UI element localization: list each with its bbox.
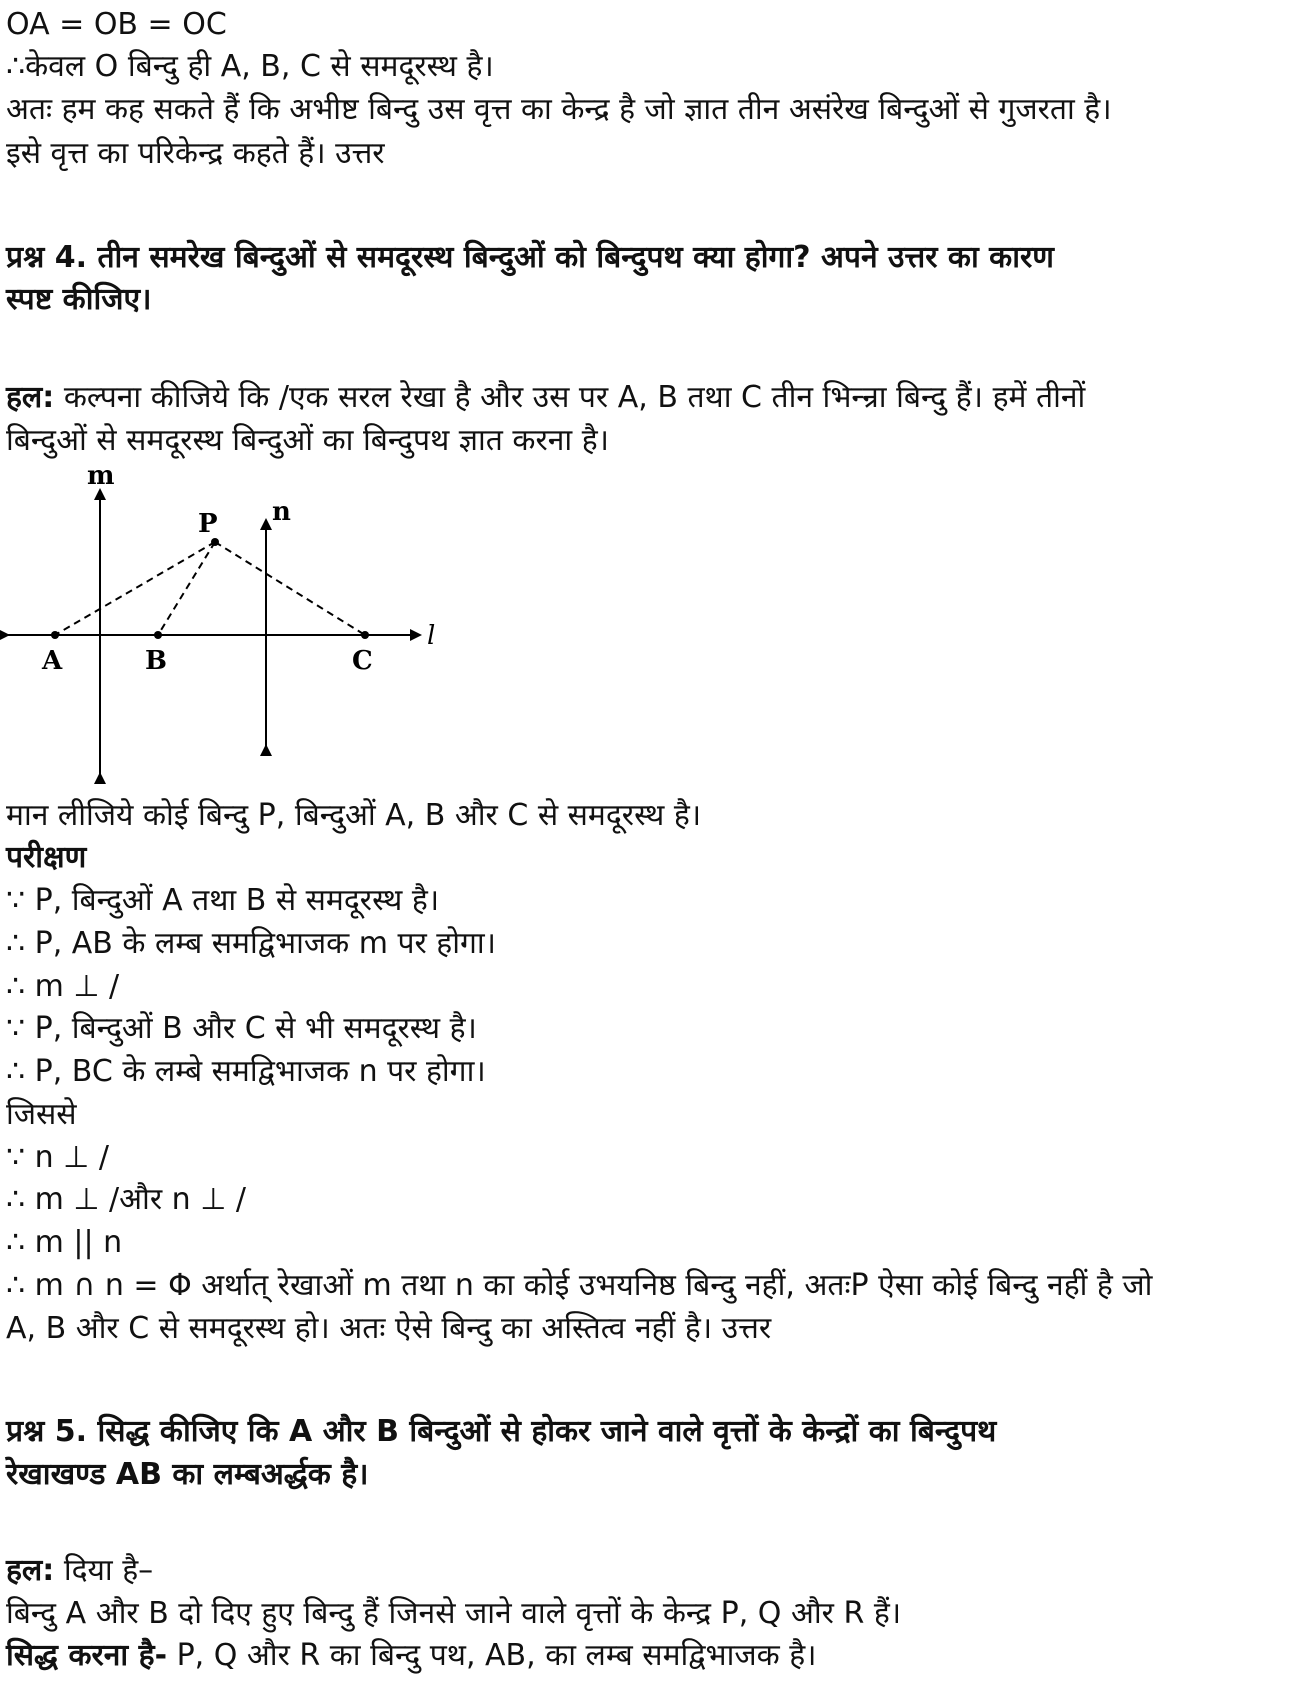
point-b <box>154 631 162 639</box>
label-p: P <box>198 509 218 539</box>
step-1: ∵ P, बिन्दुओं A तथा B से समदूरस्थ है। <box>6 883 440 918</box>
point-a <box>51 631 59 639</box>
step-7: ∵ n ⊥ / <box>6 1140 109 1175</box>
hal-text: कल्पना कीजिये कि /एक सरल रेखा है और उस पर A, B तथा C तीन भिन्न्रा बिन्दु हैं। हमें तीनों <box>54 380 1086 415</box>
text-line-oa-ob-oc: OA = OB = OC <box>6 7 227 42</box>
step-6: जिससे <box>6 1097 77 1132</box>
prove-text: P, Q और R का बिन्दु पथ, AB, का लम्ब समद्विभाजक है। <box>167 1638 817 1673</box>
hal-label: हल: <box>6 380 55 415</box>
dashed-pb <box>158 542 215 635</box>
q5-given: बिन्दु A और B दो दिए हुए बिन्दु हैं जिनसे जाने वाले वृत्तों के केन्द्र P, Q और R हैं। <box>6 1596 902 1631</box>
step-9: ∴ m || n <box>6 1225 123 1260</box>
step-10: ∴ m ∩ n = Φ अर्थात् रेखाओं m तथा n का कोई उभयनिष्ठ बिन्दु नहीं, अतःP ऐसा कोई बिन्दु नहीं है जो <box>6 1268 1153 1303</box>
text-line-circumcentre: इसे वृत्त का परिकेन्द्र कहते हैं। उत्तर <box>6 136 385 171</box>
q5-prove-line <box>6 1636 817 1676</box>
step-8: ∴ m ⊥ /और n ⊥ / <box>6 1182 246 1217</box>
label-c: C <box>352 646 373 676</box>
q5-hal-text: दिया है– <box>54 1553 154 1588</box>
dashed-pc <box>215 542 365 635</box>
label-b: B <box>145 646 167 676</box>
step-11: A, B और C से समदूरस्थ हो। अतः ऐसे बिन्दु का अस्तित्व नहीं है। उत्तर <box>6 1311 772 1346</box>
question-5-line-1: प्रश्न 5. सिद्ध कीजिए कि A और B बिन्दुओं से होकर जाने वाले वृत्तों के केन्द्रों का बिन्दुपथ <box>6 1414 997 1449</box>
step-5: ∴ P, BC के लम्बे समद्विभाजक n पर होगा। <box>6 1054 486 1089</box>
text-line-circle-centre: अतः हम कह सकते हैं कि अभीष्ट बिन्दु उस वृत्त का केन्द्र है जो ज्ञात तीन असंरेख बिन्दुओं से गुजरता है। <box>6 92 1112 127</box>
prove-label: सिद्ध करना है- <box>6 1638 168 1673</box>
point-p <box>211 538 219 546</box>
question-4-line-2: स्पष्ट कीजिए। <box>6 282 152 317</box>
question-5-line-2: रेखाखण्ड AB का लम्बअर्द्धक है। <box>6 1457 369 1492</box>
step-2: ∴ P, AB के लम्ब समद्विभाजक m पर होगा। <box>6 926 497 961</box>
locus-diagram-svg <box>0 454 460 792</box>
step-4: ∵ P, बिन्दुओं B और C से भी समदूरस्थ है। <box>6 1011 477 1046</box>
locus-diagram <box>0 454 460 792</box>
pariksha-heading: परीक्षण <box>6 840 87 875</box>
step-3: ∴ m ⊥ / <box>6 969 120 1004</box>
q5-hal-label: हल: <box>6 1553 55 1588</box>
text-line-only-o: ∴केवल O बिन्दु ही A, B, C से समदूरस्थ है। <box>6 49 494 84</box>
q4-solution-line-2: बिन्दुओं से समदूरस्थ बिन्दुओं का बिन्दुपथ ज्ञात करना है। <box>6 423 609 458</box>
label-l: l <box>427 621 436 651</box>
q4-solution-line-1 <box>6 378 1085 418</box>
dashed-pa <box>55 542 215 635</box>
label-m: m <box>87 461 115 491</box>
label-n: n <box>272 497 291 527</box>
label-a: A <box>42 646 63 676</box>
assume-line: मान लीजिये कोई बिन्दु P, बिन्दुओं A, B और C से समदूरस्थ है। <box>6 798 702 833</box>
q5-solution-line <box>6 1551 153 1591</box>
point-c <box>361 631 369 639</box>
question-4-line-1: प्रश्न 4. तीन समरेख बिन्दुओं से समदूरस्थ बिन्दुओं को बिन्दुपथ क्या होगा? अपने उत्तर का कारण <box>6 240 1054 275</box>
